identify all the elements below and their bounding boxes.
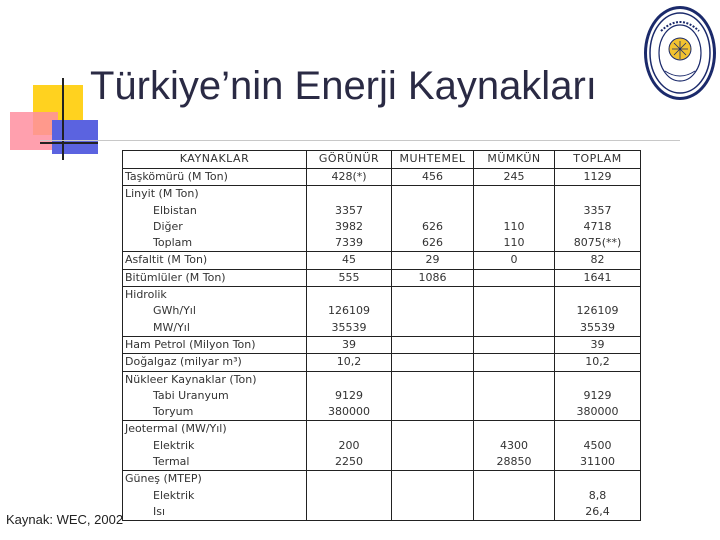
value-muhtemel (394, 488, 471, 504)
value-toplam: 126109 (576, 304, 619, 318)
value-cell-toplam (555, 287, 641, 337)
value-cell-mumkun (474, 421, 555, 471)
resource-label: Taşkömürü (M Ton) (125, 170, 228, 183)
decor-blue-square (52, 120, 98, 154)
value-gorunur: 45 (342, 253, 356, 267)
value-mumkun (476, 504, 552, 520)
value-gorunur (309, 504, 389, 520)
value-toplam: 8,8 (588, 488, 607, 502)
table-row (123, 287, 641, 337)
value-muhtemel: 456 (422, 170, 443, 183)
table-row (123, 252, 641, 269)
energy-resources-table (122, 150, 641, 521)
value-toplam (557, 471, 638, 487)
value-cell-gorunur (307, 287, 392, 337)
value-toplam (557, 372, 638, 388)
header-mumkun: MÜMKÜN (474, 151, 555, 169)
value-mumkun: 4300 (500, 438, 528, 452)
value-muhtemel (394, 354, 471, 370)
resource-label-cell (123, 287, 307, 337)
value-toplam (557, 186, 638, 202)
value-muhtemel (394, 186, 471, 202)
table-row (123, 269, 641, 286)
value-gorunur: 428(*) (331, 170, 367, 183)
value-gorunur: 7339 (335, 236, 363, 250)
value-cell-toplam (555, 186, 641, 252)
value-mumkun (476, 320, 552, 336)
resource-label-cell (123, 371, 307, 421)
value-cell-mumkun (474, 471, 555, 521)
resource-label-cell (123, 252, 307, 269)
value-mumkun: 110 (503, 219, 525, 233)
source-note: Kaynak: WEC, 2002 (6, 512, 124, 527)
value-cell-gorunur (307, 269, 392, 286)
value-gorunur: 9129 (335, 388, 363, 402)
value-cell-muhtemel (392, 354, 474, 371)
value-muhtemel (394, 454, 471, 470)
decor-horizontal-rule (40, 140, 680, 141)
resource-label: Tabi Uranyum (153, 388, 229, 402)
value-cell-gorunur (307, 336, 392, 353)
value-toplam (557, 287, 638, 303)
value-muhtemel: 29 (425, 253, 440, 267)
value-cell-toplam (555, 421, 641, 471)
value-gorunur: 3982 (335, 219, 363, 233)
value-mumkun (476, 337, 552, 353)
table-row (123, 371, 641, 421)
value-toplam: 4500 (583, 438, 612, 452)
value-toplam: 39 (590, 337, 605, 351)
value-mumkun (476, 471, 552, 487)
resource-label-cell (123, 354, 307, 371)
university-seal-logo (644, 6, 716, 100)
value-muhtemel (394, 203, 471, 219)
resource-label: Asfaltit (M Ton) (125, 253, 208, 267)
value-cell-gorunur (307, 371, 392, 421)
resource-label: Elbistan (153, 203, 197, 217)
value-toplam: 3357 (583, 203, 612, 217)
value-muhtemel (394, 504, 471, 520)
table-header-row (123, 151, 641, 169)
value-mumkun (476, 203, 552, 219)
value-gorunur: 555 (338, 270, 360, 284)
value-muhtemel (394, 320, 471, 336)
table-row (123, 186, 641, 252)
value-cell-muhtemel (392, 169, 474, 186)
value-cell-muhtemel (392, 269, 474, 286)
resource-label-cell (123, 421, 307, 471)
resource-label: Doğalgaz (milyar m³) (125, 355, 242, 369)
value-cell-toplam (555, 269, 641, 286)
value-cell-toplam (555, 252, 641, 269)
value-mumkun: 245 (503, 170, 525, 183)
value-muhtemel (394, 303, 471, 319)
resource-label: Ham Petrol (Milyon Ton) (125, 337, 256, 351)
value-gorunur (309, 186, 389, 202)
header-gorunur: GÖRÜNÜR (307, 151, 392, 169)
value-gorunur (309, 421, 389, 437)
resource-label: GWh/Yıl (153, 304, 196, 318)
value-mumkun: 28850 (496, 455, 532, 469)
value-cell-gorunur (307, 252, 392, 269)
value-mumkun (476, 354, 552, 370)
value-muhtemel (394, 388, 471, 404)
value-muhtemel (394, 471, 471, 487)
seal-icon (647, 9, 713, 97)
value-muhtemel (394, 287, 471, 303)
value-cell-toplam (555, 169, 641, 186)
value-gorunur (309, 287, 389, 303)
value-muhtemel: 1086 (418, 270, 447, 284)
value-cell-mumkun (474, 371, 555, 421)
value-muhtemel: 626 (422, 236, 443, 250)
value-gorunur (309, 488, 389, 504)
value-muhtemel (394, 421, 471, 437)
value-mumkun (476, 388, 552, 404)
resource-label: Linyit (M Ton) (125, 187, 199, 201)
value-mumkun (476, 186, 552, 202)
resource-label: Termal (153, 455, 190, 469)
value-cell-mumkun (474, 269, 555, 286)
value-toplam (557, 421, 638, 437)
resource-label: Isı (153, 504, 166, 518)
resource-label-cell (123, 169, 307, 186)
value-cell-muhtemel (392, 421, 474, 471)
value-cell-muhtemel (392, 471, 474, 521)
value-gorunur (309, 372, 389, 388)
value-cell-toplam (555, 354, 641, 371)
value-cell-mumkun (474, 287, 555, 337)
decor-vertical-line (62, 78, 64, 160)
value-cell-mumkun (474, 336, 555, 353)
value-cell-gorunur (307, 421, 392, 471)
value-cell-toplam (555, 471, 641, 521)
value-gorunur: 3357 (335, 203, 363, 217)
table-row (123, 336, 641, 353)
resource-label: Elektrik (153, 438, 195, 452)
header-toplam: TOPLAM (555, 151, 641, 169)
decor-pink-square (10, 112, 58, 150)
resource-label: Toryum (153, 405, 194, 419)
header-muhtemel: MUHTEMEL (392, 151, 474, 169)
value-mumkun (476, 303, 552, 319)
table-row (123, 169, 641, 186)
value-cell-gorunur (307, 354, 392, 371)
value-muhtemel (394, 404, 471, 420)
table-row (123, 471, 641, 521)
value-cell-toplam (555, 371, 641, 421)
value-toplam: 4718 (583, 219, 612, 233)
value-cell-mumkun (474, 252, 555, 269)
resource-label: Güneş (MTEP) (125, 472, 202, 486)
value-toplam: 380000 (576, 405, 619, 419)
resource-label: Jeotermal (MW/Yıl) (125, 422, 227, 436)
value-gorunur: 2250 (335, 455, 363, 469)
value-muhtemel (394, 372, 471, 388)
value-cell-mumkun (474, 186, 555, 252)
resource-label: Bitümlüler (M Ton) (125, 270, 226, 284)
slide-title: Türkiye’nin Enerji Kaynakları (90, 64, 597, 108)
value-toplam: 1129 (583, 170, 612, 183)
value-mumkun (476, 270, 552, 286)
value-cell-muhtemel (392, 252, 474, 269)
value-gorunur: 200 (338, 438, 360, 452)
resource-label-cell (123, 269, 307, 286)
header-kaynaklar: KAYNAKLAR (123, 151, 307, 169)
value-toplam: 26,4 (585, 504, 610, 518)
value-gorunur: 10,2 (336, 355, 362, 369)
value-muhtemel (394, 438, 471, 454)
value-mumkun (476, 421, 552, 437)
value-gorunur: 126109 (328, 304, 370, 318)
value-toplam: 35539 (580, 320, 615, 334)
resource-label: Diğer (153, 219, 183, 233)
value-cell-muhtemel (392, 287, 474, 337)
value-cell-gorunur (307, 186, 392, 252)
value-muhtemel (394, 337, 471, 353)
decor-short-rule (40, 142, 98, 144)
value-mumkun: 110 (503, 236, 525, 250)
value-cell-mumkun (474, 354, 555, 371)
value-toplam: 10,2 (585, 355, 610, 369)
value-mumkun (476, 287, 552, 303)
value-toplam: 8075(**) (573, 236, 622, 250)
value-mumkun (476, 404, 552, 420)
resource-label: MW/Yıl (153, 320, 190, 334)
table-row (123, 354, 641, 371)
value-muhtemel: 626 (422, 219, 443, 233)
value-cell-toplam (555, 336, 641, 353)
resource-label-cell (123, 336, 307, 353)
value-gorunur: 39 (342, 337, 356, 351)
value-toplam: 1641 (583, 270, 612, 284)
value-cell-gorunur (307, 169, 392, 186)
resource-label: Elektrik (153, 488, 195, 502)
value-gorunur (309, 471, 389, 487)
resource-label: Toplam (153, 236, 193, 250)
resource-label-cell (123, 186, 307, 252)
value-mumkun: 0 (510, 253, 518, 267)
value-gorunur: 35539 (331, 320, 367, 334)
value-cell-muhtemel (392, 186, 474, 252)
value-toplam: 31100 (580, 455, 615, 469)
value-cell-gorunur (307, 471, 392, 521)
resource-label-cell (123, 471, 307, 521)
value-toplam: 9129 (583, 388, 612, 402)
resource-label: Hidrolik (125, 288, 167, 302)
value-cell-mumkun (474, 169, 555, 186)
value-cell-muhtemel (392, 336, 474, 353)
value-mumkun (476, 488, 552, 504)
value-mumkun (476, 372, 552, 388)
value-cell-muhtemel (392, 371, 474, 421)
table-row (123, 421, 641, 471)
value-gorunur: 380000 (328, 405, 370, 419)
resource-label: Nükleer Kaynaklar (Ton) (125, 372, 257, 386)
value-toplam: 82 (590, 253, 605, 267)
